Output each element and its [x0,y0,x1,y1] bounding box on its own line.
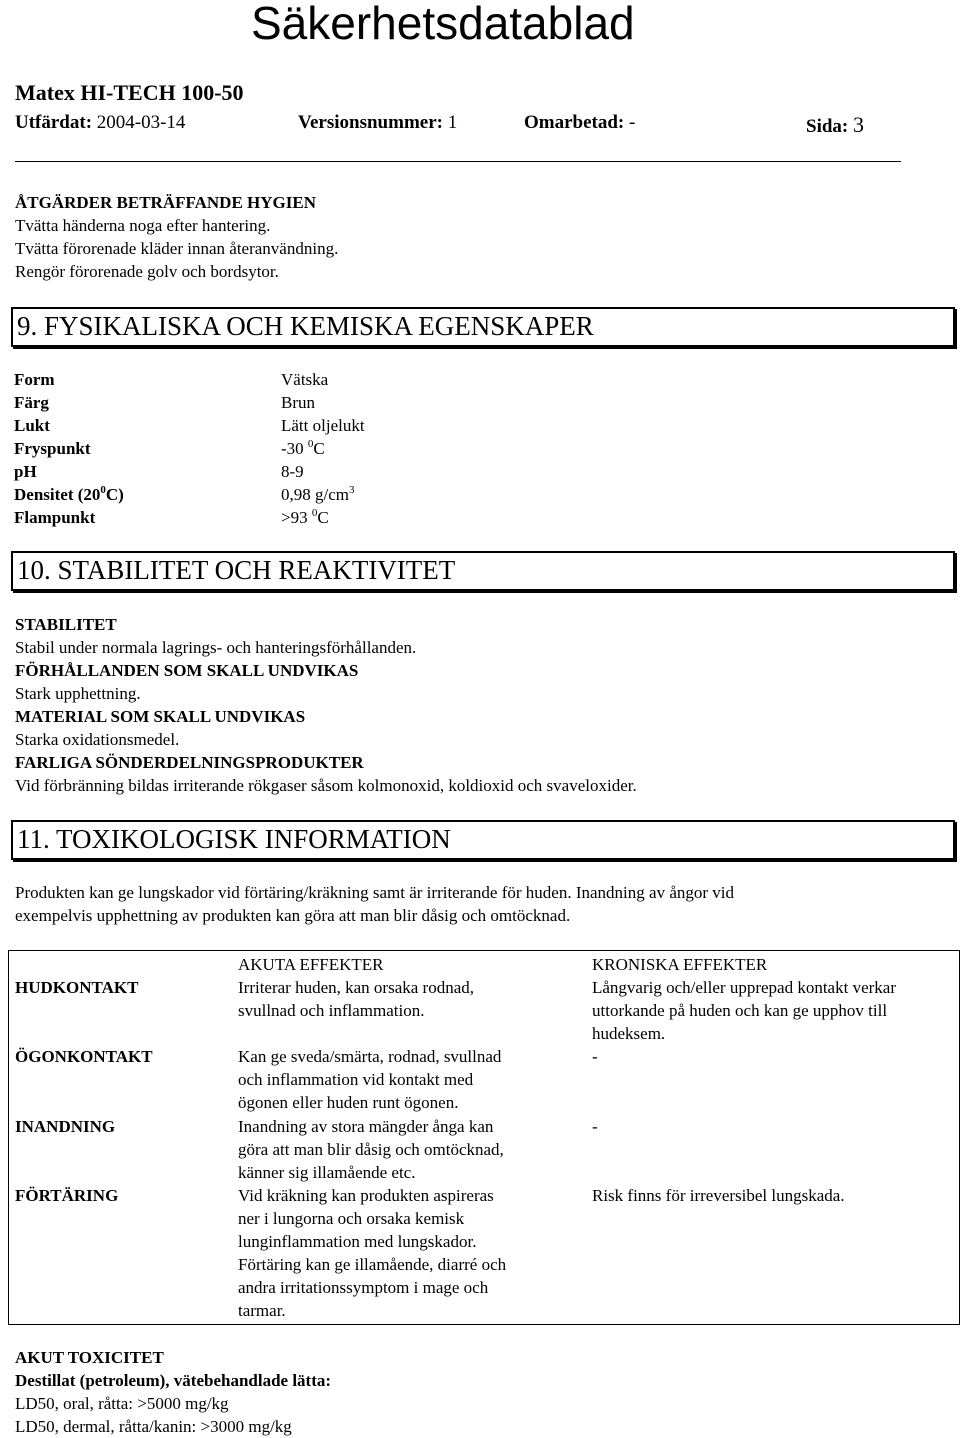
property-label: Färg [14,393,49,412]
issued-value: 2004-03-14 [96,112,186,133]
version-number [298,112,457,134]
avoid-materials-heading: MATERIAL SOM SKALL UNDVIKAS [15,707,306,726]
hygiene-heading: ÅTGÄRDER BETRÄFFANDE HYGIEN [15,193,316,212]
acute-effect-ingestion: Vid kräkning kan produkten aspireras ner i lungorna och orsaka kemisk lunginflammation med lungskador. Förtäring kan ge illamående, diarré och andra irritationssymptom i mage och tarmar. [238,1186,507,1320]
product-name: Matex HI-TECH 100-50 [15,80,244,105]
toxicology-intro: exempelvis upphettning av produkten kan göra att man blir dåsig och omtöcknad. [15,906,571,925]
avoid-conditions-heading: FÖRHÅLLANDEN SOM SKALL UNDVIKAS [15,661,359,680]
exposure-route-skin: HUDKONTAKT [15,978,139,997]
exposure-route-inhalation: INANDNING [15,1117,116,1136]
stability-heading: STABILITET [15,615,117,634]
page-label: Sida: [806,116,849,137]
toxicology-effects-table [8,950,960,1325]
exposure-route-ingestion: FÖRTÄRING [15,1186,119,1205]
avoid-conditions-text: Stark upphettning. [15,684,141,703]
acute-effect-inhalation: Inandning av stora mängder ånga kan göra att man blir dåsig och omtöcknad, känner sig illamående etc. [238,1117,504,1182]
property-label: Form [14,370,55,389]
property-value: 0,98 $g/cm^3$ [281,484,355,504]
ld50-dermal: LD50, dermal, råtta/kanin: >3000 mg/kg [15,1417,292,1436]
chronic-effect-inhalation: - [592,1117,598,1136]
page-value: 3 [853,112,864,137]
property-label: pH [14,462,37,481]
section-9-title: 9. FYSIKALISKA OCH KEMISKA EGENSKAPER [17,311,594,341]
property-value: >93 $^0$C [281,507,329,527]
revised-date [524,112,635,134]
ld50-oral: LD50, oral, råtta: >5000 mg/kg [15,1394,229,1413]
property-value: Brun [281,393,315,412]
acute-toxicity-heading: AKUT TOXICITET [15,1348,164,1367]
chronic-effect-skin: Långvarig och/eller upprepad kontakt verkar uttorkande på huden och kan ge upphov till hudeksem. [592,978,896,1043]
stability-text: Stabil under normala lagrings- och hanteringsförhållanden. [15,638,417,657]
issued-date [15,112,185,134]
column-header-chronic: KRONISKA EFFEKTER [592,955,768,974]
hygiene-line: Tvätta förorenade kläder innan återanvändning. [15,239,339,258]
property-value: Vätska [281,370,329,389]
section-10-title: 10. STABILITET OCH REAKTIVITET [17,555,456,585]
property-label: Lukt [14,416,50,435]
avoid-materials-text: Starka oxidationsmedel. [15,730,180,749]
property-label: Fryspunkt [14,439,91,458]
issued-label: Utfärdat: [15,112,93,133]
property-label: Densitet $(20^0C)$ [14,484,124,504]
property-value: 8-9 [281,462,304,481]
property-label: Flampunkt [14,508,96,527]
header-divider [15,161,901,162]
distillate-heading: Destillat (petroleum), vätebehandlade lätta: [15,1371,332,1390]
section-11-title: 11. TOXIKOLOGISK INFORMATION [17,824,451,854]
section-10-header [11,551,955,591]
hygiene-line: Tvätta händerna noga efter hantering. [15,216,271,235]
acute-effect-eye: Kan ge sveda/smärta, rodnad, svullnad och inflammation vid kontakt med ögonen eller huden runt ögonen. [238,1047,502,1112]
chronic-effect-ingestion: Risk finns för irreversibel lungskada. [592,1186,845,1205]
decomposition-heading: FARLIGA SÖNDERDELNINGSPRODUKTER [15,753,364,772]
property-value: -30 $^0$C [281,438,325,458]
column-header-acute: AKUTA EFFEKTER [238,955,384,974]
property-value: Lätt oljelukt [281,416,365,435]
page-number [806,112,864,138]
toxicology-intro: Produkten kan ge lungskador vid förtäring/kräkning samt är irriterande för huden. Inandning av ångor vid [15,883,734,902]
revised-value: - [629,112,636,133]
document-title: Säkerhetsdatablad [251,0,635,49]
decomposition-text: Vid förbränning bildas irriterande rökgaser såsom kolmonoxid, koldioxid och svaveloxider. [15,776,637,795]
section-11-header [11,820,955,860]
section-9-header [11,307,955,347]
acute-effect-skin: Irriterar huden, kan orsaka rodnad, svullnad och inflammation. [238,978,475,1020]
exposure-route-eye: ÖGONKONTAKT [15,1047,153,1066]
hygiene-line: Rengör förorenade golv och bordsytor. [15,262,279,281]
revised-label: Omarbetad: [524,112,625,133]
chronic-effect-eye: - [592,1047,598,1066]
version-value: 1 [447,112,458,133]
version-label: Versionsnummer: [298,112,443,133]
